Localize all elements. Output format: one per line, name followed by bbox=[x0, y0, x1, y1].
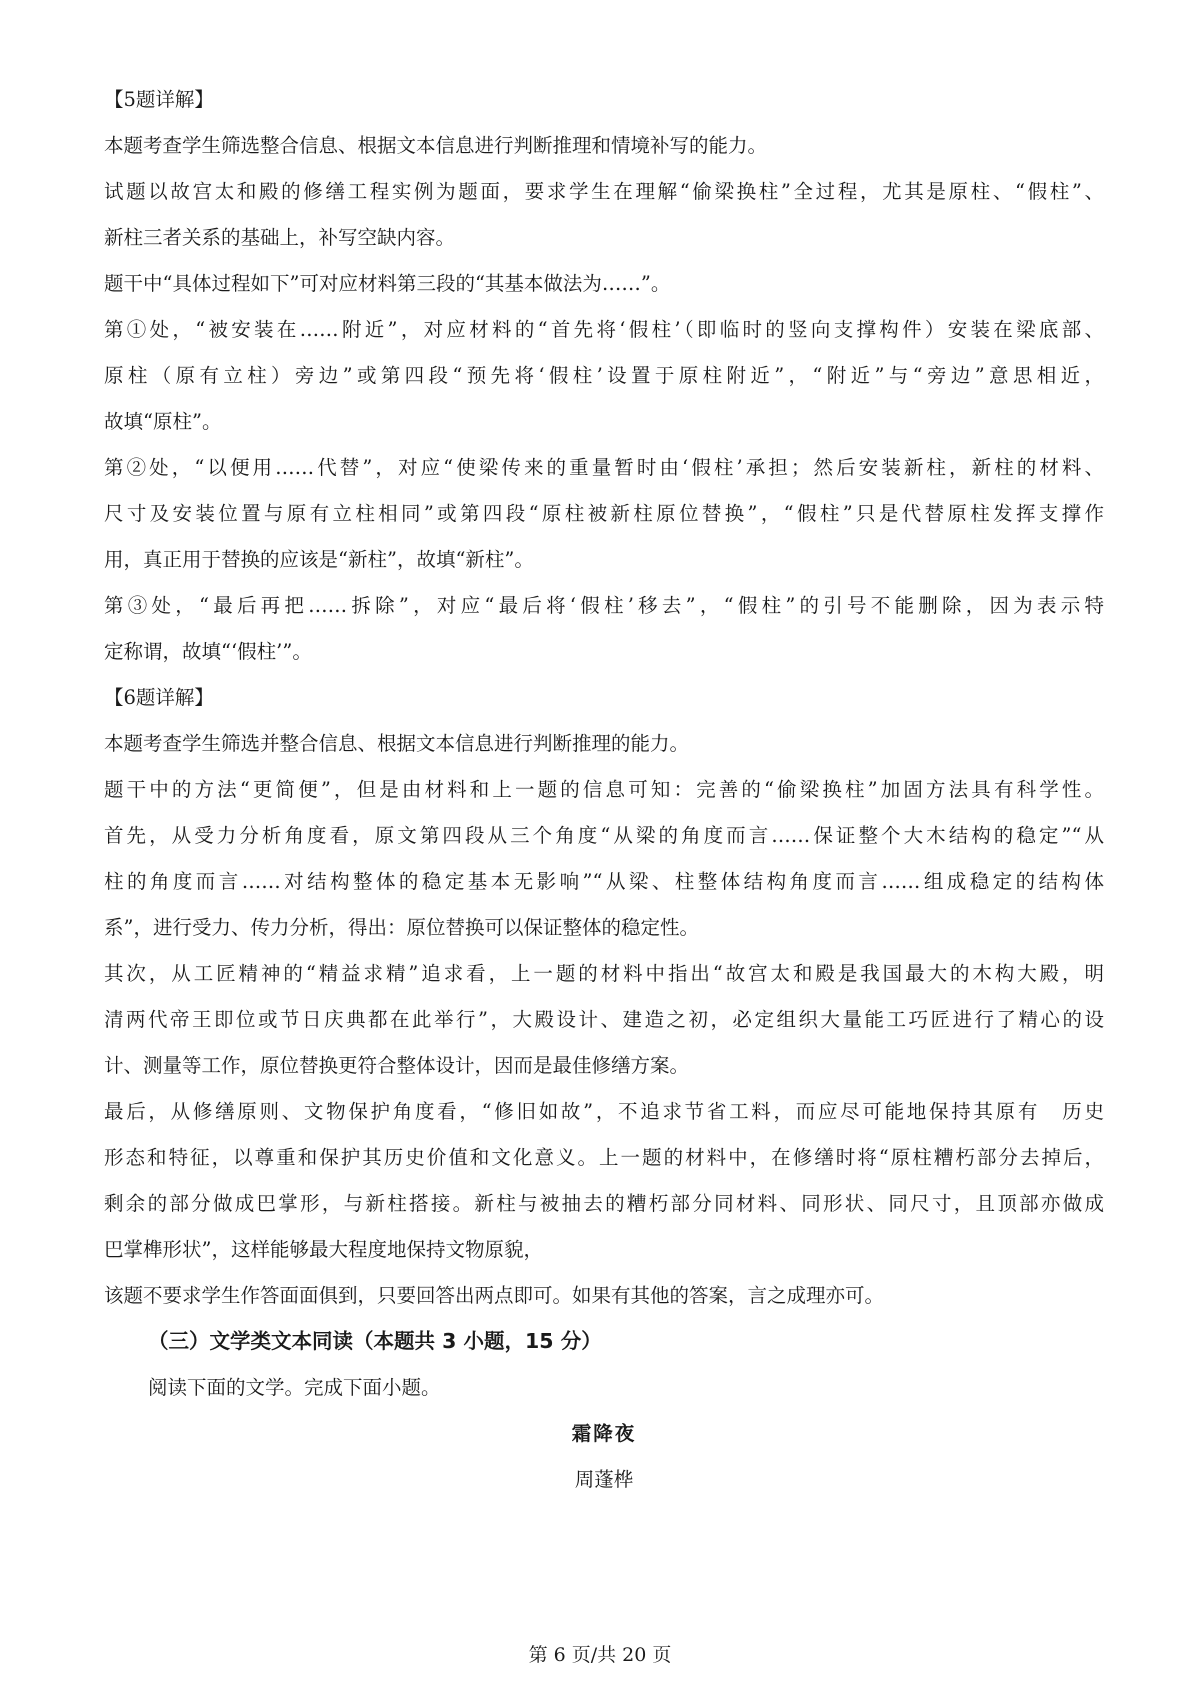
poem-author: 周蓬桦 bbox=[574, 1468, 634, 1491]
q6-line: 题干中的方法“更简便”，但是由材料和上一题的信息可知：完善的“偷梁换柱”加固方法具有科学性。 bbox=[104, 778, 1104, 801]
poem-title: 霜降夜 bbox=[571, 1422, 637, 1445]
q6-header: 【6题详解】 bbox=[104, 686, 214, 709]
q6-line: 清两代帝王即位或节日庆典都在此举行”，大殿设计、建造之初，必定组织大量能工巧匠进行了精心的设 bbox=[104, 1008, 1104, 1031]
q6-line: 巴掌榫形状”，这样能够最大程度地保持文物原貌， bbox=[104, 1238, 543, 1261]
q6-line: 柱的角度而言……对结构整体的稳定基本无影响”“从梁、柱整体结构角度而言……组成稳定的结构体 bbox=[104, 870, 1104, 893]
section-heading: （三）文学类文本同读（本题共 3 小题，15 分） bbox=[148, 1329, 602, 1353]
q6-line: 首先，从受力分析角度看，原文第四段从三个角度“从梁的角度而言……保证整个大木结构的稳定”“从 bbox=[104, 824, 1104, 847]
q5-line: 新柱三者关系的基础上，补写空缺内容。 bbox=[104, 226, 456, 249]
q5-line: 试题以故宫太和殿的修缮工程实例为题面，要求学生在理解“偷梁换柱”全过程，尤其是原柱、“假柱”、 bbox=[104, 180, 1104, 203]
q5-line: 故填“原柱”。 bbox=[104, 410, 222, 433]
q5-line: 本题考查学生筛选整合信息、根据文本信息进行判断推理和情境补写的能力。 bbox=[104, 134, 768, 157]
q5-line: 第③处，“最后再把……拆除”，对应“最后将‘假柱’移去”，“假柱”的引号不能删除，因为表示特 bbox=[104, 594, 1104, 617]
q5-line: 第②处，“以便用……代替”，对应“使梁传来的重量暂时由‘假柱’承担；然后安装新柱，新柱的材料、 bbox=[104, 456, 1104, 479]
q5-header: 【5题详解】 bbox=[104, 88, 214, 111]
q6-line: 形态和特征，以尊重和保护其历史价值和文化意义。上一题的材料中，在修缮时将“原柱糟朽部分去掉后， bbox=[104, 1146, 1104, 1169]
q6-line: 最后，从修缮原则、文物保护角度看，“修旧如故”，不追求节省工料，而应尽可能地保持其原有 历史 bbox=[104, 1100, 1104, 1123]
section-instruction: 阅读下面的文学。完成下面小题。 bbox=[148, 1376, 441, 1399]
q6-line: 系”，进行受力、传力分析，得出：原位替换可以保证整体的稳定性。 bbox=[104, 916, 699, 939]
q5-line: 尺寸及安装位置与原有立柱相同”或第四段“原柱被新柱原位替换”，“假柱”只是代替原柱发挥支撑作 bbox=[104, 502, 1104, 525]
q6-line: 本题考查学生筛选并整合信息、根据文本信息进行判断推理的能力。 bbox=[104, 732, 690, 755]
q5-line: 原柱（原有立柱）旁边”或第四段“预先将‘假柱’设置于原柱附近”，“附近”与“旁边”意思相近， bbox=[104, 364, 1104, 387]
q5-line: 第①处，“被安装在……附近”，对应材料的“首先将‘假柱’（即临时的竖向支撑构件）安装在梁底部、 bbox=[104, 318, 1104, 341]
q6-line: 其次，从工匠精神的“精益求精”追求看，上一题的材料中指出“故宫太和殿是我国最大的木构大殿，明 bbox=[104, 962, 1104, 985]
q6-line: 该题不要求学生作答面面俱到，只要回答出两点即可。如果有其他的答案，言之成理亦可。 bbox=[104, 1284, 885, 1307]
page-number-footer: 第 6 页/共 20 页 bbox=[528, 1644, 672, 1666]
q5-line: 用，真正用于替换的应该是“新柱”，故填“新柱”。 bbox=[104, 548, 534, 571]
q5-line: 题干中“具体过程如下”可对应材料第三段的“其基本做法为……”。 bbox=[104, 272, 671, 295]
q5-line: 定称谓，故填“‘假柱’”。 bbox=[104, 640, 312, 663]
q6-line: 计、测量等工作，原位替换更符合整体设计，因而是最佳修缮方案。 bbox=[104, 1054, 690, 1077]
document-page bbox=[104, 86, 1104, 1512]
q6-line: 剩余的部分做成巴掌形，与新柱搭接。新柱与被抽去的糟朽部分同材料、同形状、同尺寸，且顶部亦做成 bbox=[104, 1192, 1104, 1215]
